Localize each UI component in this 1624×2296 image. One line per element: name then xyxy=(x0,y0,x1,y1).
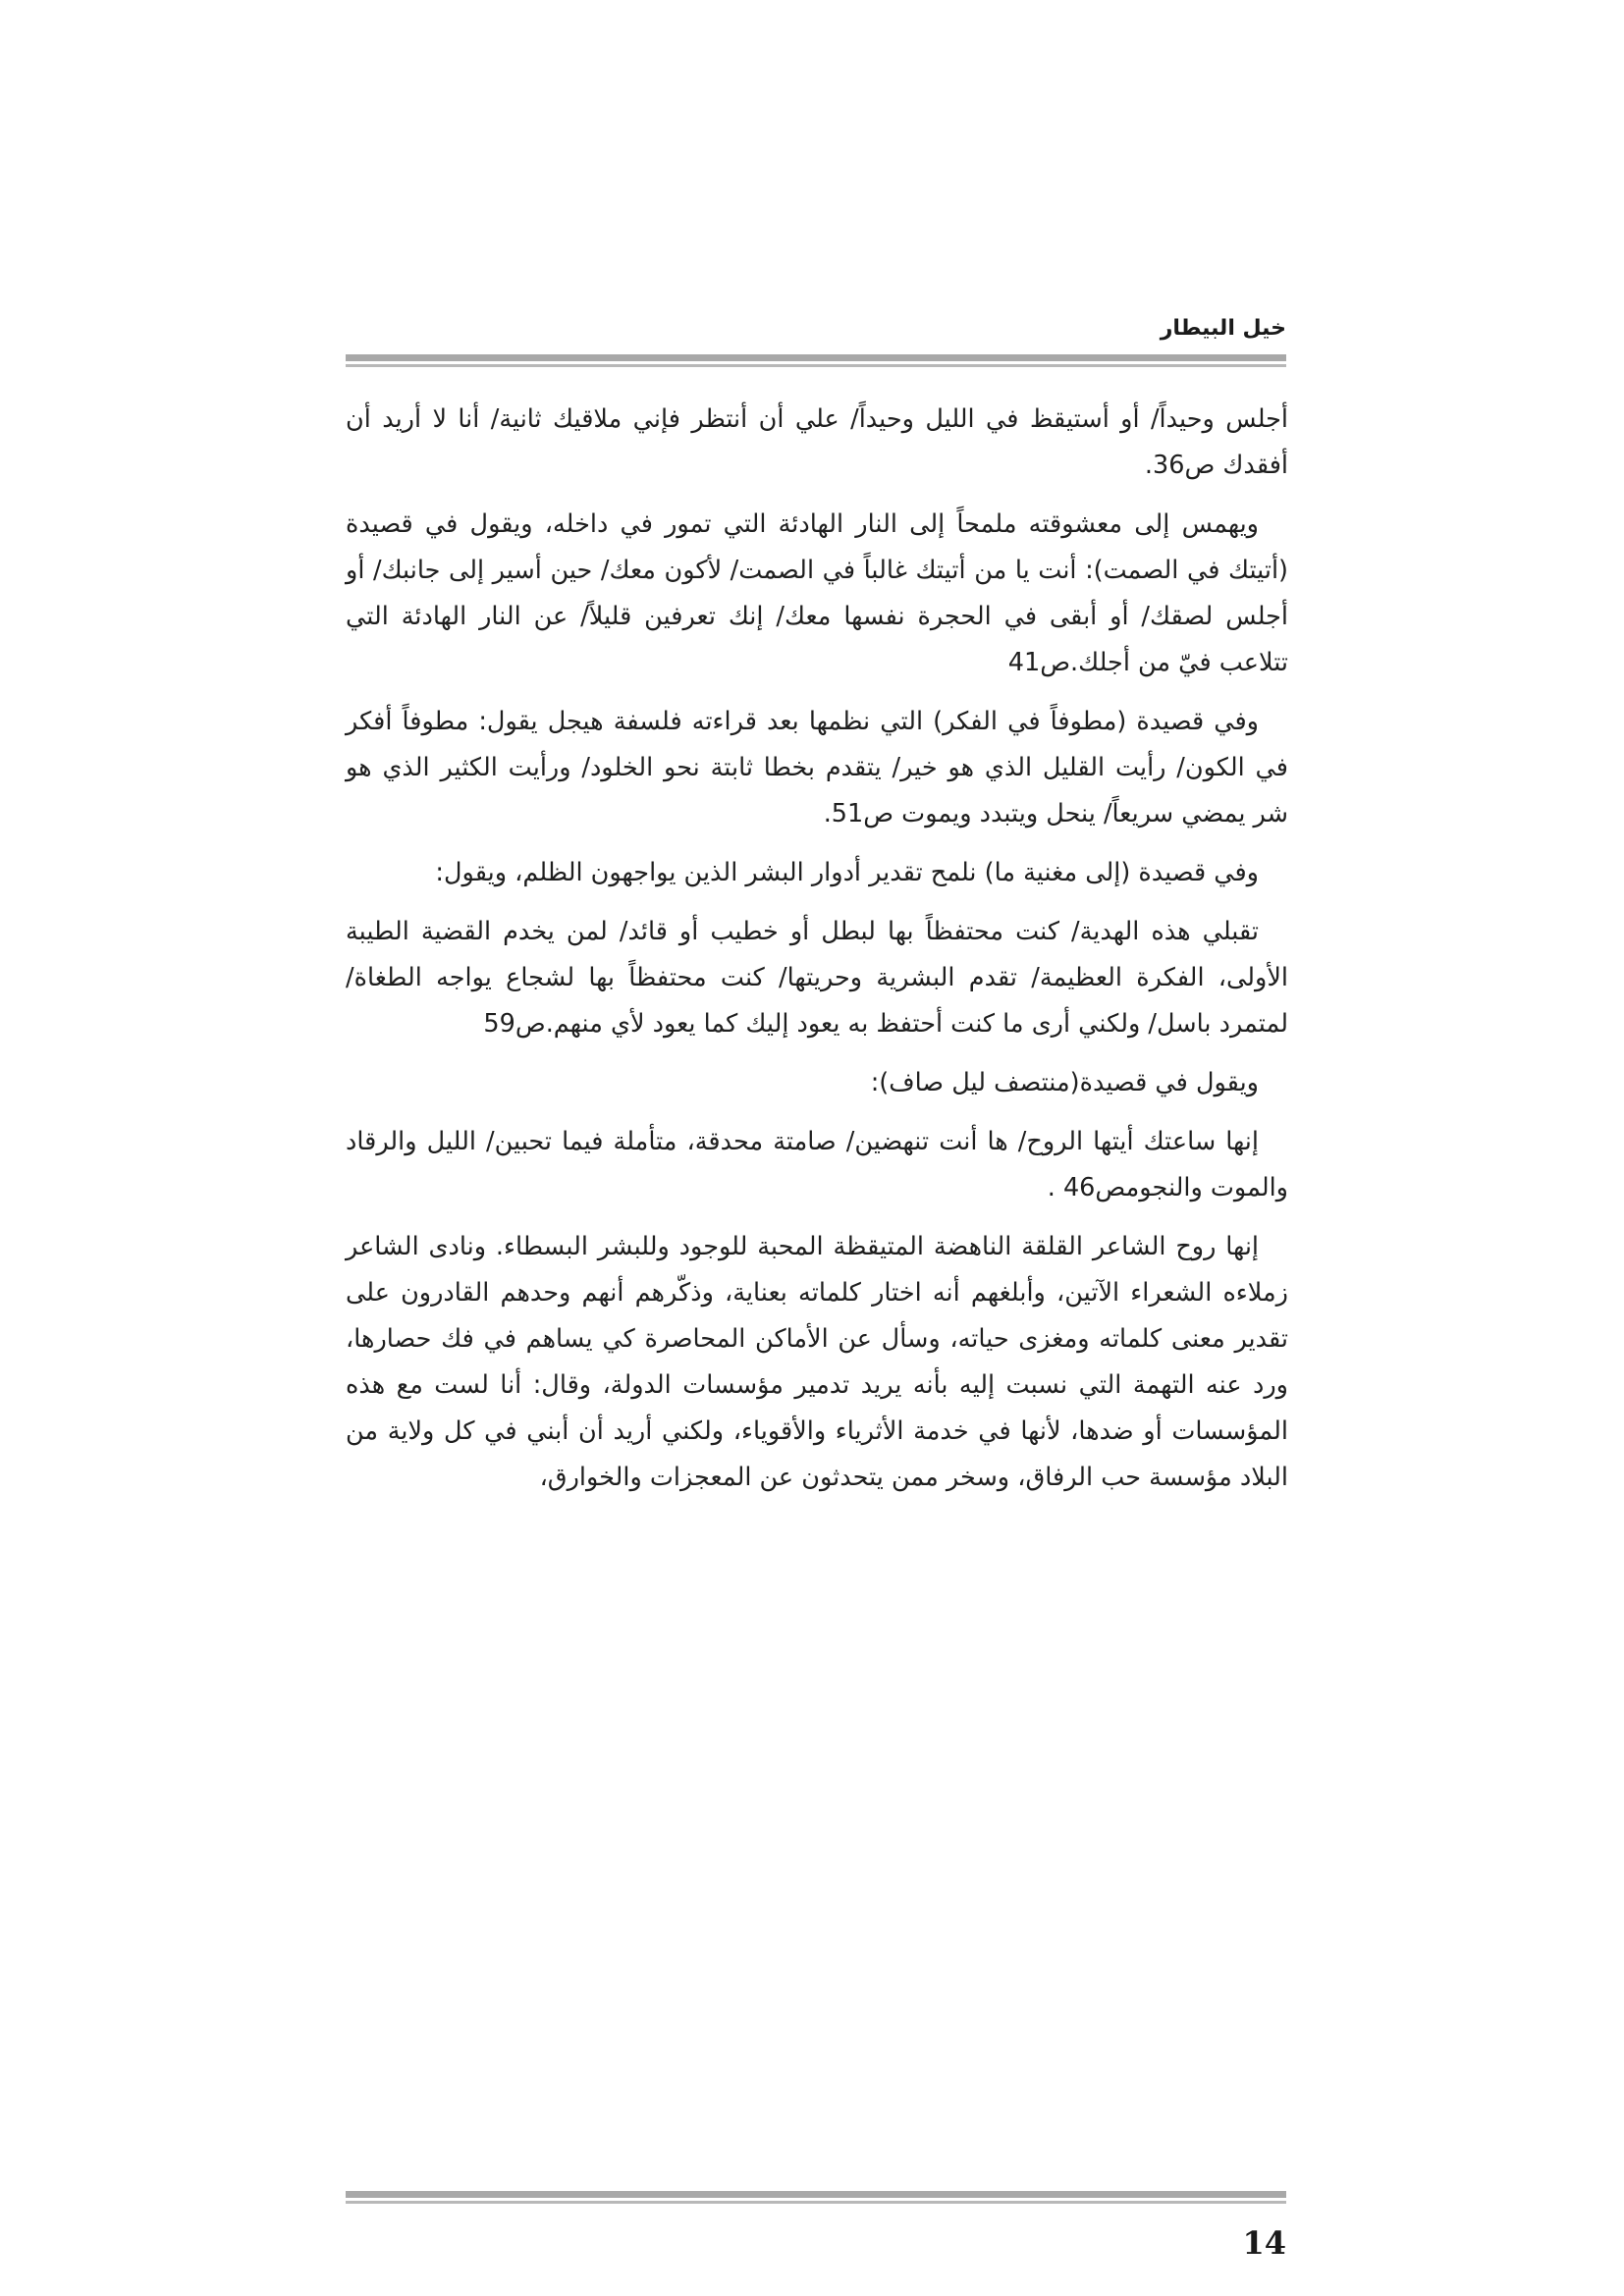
footer-rule xyxy=(346,2191,1286,2204)
paragraph-1: أجلس وحيداً/ أو أستيقظ في الليل وحيداً/ علي أن أنتظر فإني ملاقيك ثانية/ أنا لا أريد أن أفقدك ص36. xyxy=(346,404,1288,480)
page-number: 14 xyxy=(1242,2224,1286,2262)
paragraph-3: وفي قصيدة (مطوفاً في الفكر) التي نظمها بعد قراءته فلسفة هيجل يقول: مطوفاً أفكر في الكون/ رأيت القليل الذي هو خير/ يتقدم بخطا ثابتة نحو الخلود/ ورأيت الكثير الذي هو شر يمضي سريعاً/ ينحل ويتبدد ويموت ص51. xyxy=(346,707,1288,828)
paragraph-8: إنها روح الشاعر القلقة الناهضة المتيقظة المحبة للوجود وللبشر البسطاء. ونادى الشاعر زملاءه الشعراء الآتين، وأبلغهم أنه اختار كلماته بعناية، وذكّرهم أنهم وحدهم القادرون على تقدير معنى كلماته ومغزى حياته، وسأل عن الأماكن المحاصرة كي يساهم في فك حصارها، ورد عنه التهمة التي نسبت إليه بأنه يريد تدمير مؤسسات الدولة، وقال: أنا لست مع هذه المؤسسات أو ضدها، لأنها في خدمة الأثرياء والأقوياء، ولكني أريد أن أبني في كل ولاية من البلاد مؤسسة حب الرفاق، وسخر ممن يتحدثون عن المعجزات والخوارق، xyxy=(346,1232,1288,1492)
paragraph-4: وفي قصيدة (إلى مغنية ما) نلمح تقدير أدوار البشر الذين يواجهون الظلم، ويقول: xyxy=(435,858,1259,887)
paragraph-6: ويقول في قصيدة(منتصف ليل صاف): xyxy=(870,1068,1259,1097)
body-text xyxy=(346,397,1288,1514)
paragraph-5: تقبلي هذه الهدية/ كنت محتفظاً بها لبطل أو خطيب أو قائد/ لمن يخدم القضية الطيبة الأولى، الفكرة العظيمة/ تقدم البشرية وحريتها/ كنت محتفظاً بها لشجاع يواجه الطغاة/ لمتمرد باسل/ ولكني أرى ما كنت أحتفظ به يعود إليك كما يعود لأي منهم.ص59 xyxy=(346,917,1288,1039)
paragraph-2: ويهمس إلى معشوقته ملمحاً إلى النار الهادئة التي تمور في داخله، ويقول في قصيدة (أتيتك في الصمت): أنت يا من أتيتك غالباً في الصمت/ لأكون معك/ حين أسير إلى جانبك/ أو أجلس لصقك/ أو أبقى في الحجرة نفسها معك/ إنك تعرفين قليلاً/ عن النار الهادئة التي تتلاعب فيّ من أجلك.ص41 xyxy=(346,509,1288,677)
paragraph-7: إنها ساعتك أيتها الروح/ ها أنت تنهضين/ صامتة محدقة، متأملة فيما تحبين/ الليل والرقاد والموت والنجومص46 . xyxy=(346,1127,1288,1202)
running-title: خيل البيطار xyxy=(1160,316,1286,341)
header-rule xyxy=(346,354,1286,367)
